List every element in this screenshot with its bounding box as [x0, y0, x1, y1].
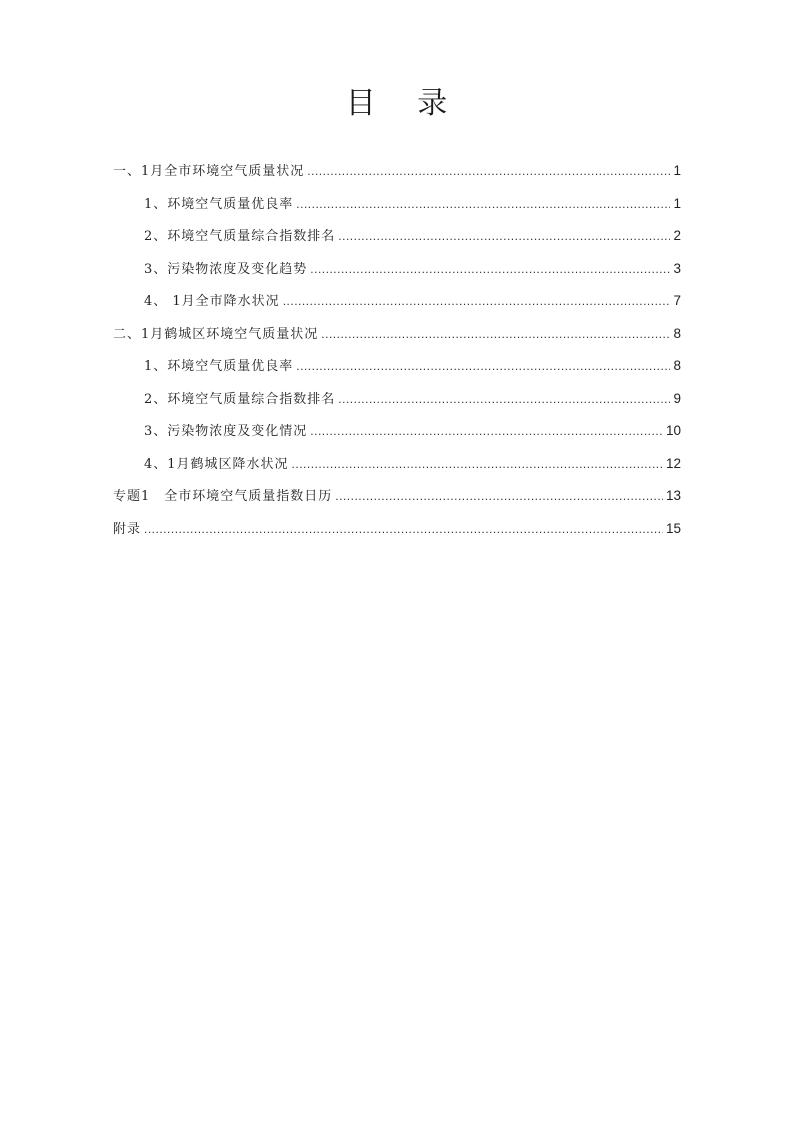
toc-entry-label: 附录	[113, 521, 142, 537]
toc-leader-dots	[144, 522, 663, 536]
toc-page-number: 15	[665, 520, 681, 536]
toc-entry[interactable]	[113, 420, 681, 453]
toc-entry-label: 二、1月鹤城区环境空气质量状况	[113, 326, 319, 342]
toc-entry[interactable]	[113, 355, 681, 388]
toc-entry[interactable]	[113, 323, 681, 356]
toc-page-number: 12	[665, 455, 681, 471]
toc-leader-dots	[296, 197, 670, 211]
toc-leader-dots	[338, 229, 670, 243]
toc-entry-label: 4、1月鹤城区降水状况	[144, 456, 289, 472]
toc-page-number: 1	[673, 195, 681, 211]
toc-entry-label: 2、环境空气质量综合指数排名	[144, 391, 336, 407]
toc-page-number: 8	[673, 325, 681, 341]
toc-entry[interactable]	[113, 225, 681, 258]
toc-page-number: 13	[665, 488, 681, 503]
toc-entry-label: 一、1月全市环境空气质量状况	[113, 164, 305, 179]
toc-entry-label: 1、环境空气质量优良率	[144, 359, 294, 374]
toc-leader-dots	[335, 489, 663, 503]
toc-entry-label: 3、污染物浓度及变化趋势	[144, 261, 308, 277]
toc-entry[interactable]	[113, 258, 681, 291]
toc-entry-label: 2、环境空气质量综合指数排名	[144, 229, 336, 244]
toc-page-number: 3	[673, 260, 681, 276]
toc-leader-dots	[338, 392, 670, 406]
toc-leader-dots	[292, 457, 663, 471]
toc-entry[interactable]	[113, 160, 681, 193]
toc-leader-dots	[296, 359, 670, 373]
toc-leader-dots	[283, 294, 671, 308]
toc-leader-dots	[310, 424, 663, 438]
page-title: 目 录	[345, 86, 464, 121]
toc-page-number: 7	[673, 293, 681, 308]
toc-entry[interactable]	[113, 193, 681, 226]
toc-page-number: 10	[665, 423, 681, 438]
toc-entry-label: 4、 1月全市降水状况	[144, 294, 280, 309]
toc-entry[interactable]	[113, 388, 681, 421]
toc-leader-dots	[307, 164, 670, 178]
toc-leader-dots	[321, 327, 670, 341]
toc-entry[interactable]	[113, 485, 681, 518]
toc-entry[interactable]	[113, 453, 681, 486]
toc-entry[interactable]	[113, 518, 681, 551]
toc-page-number: 8	[673, 358, 681, 373]
toc-entry[interactable]	[113, 290, 681, 323]
toc-entry-label: 专题1 全市环境空气质量指数日历	[113, 489, 333, 504]
toc-page-number: 1	[673, 163, 681, 178]
toc-page-number: 2	[673, 228, 681, 243]
toc-page-number: 9	[673, 390, 681, 406]
toc-entry-label: 3、污染物浓度及变化情况	[144, 424, 308, 439]
toc-entry-label: 1、环境空气质量优良率	[144, 196, 294, 212]
table-of-contents	[113, 160, 681, 550]
toc-leader-dots	[310, 262, 670, 276]
